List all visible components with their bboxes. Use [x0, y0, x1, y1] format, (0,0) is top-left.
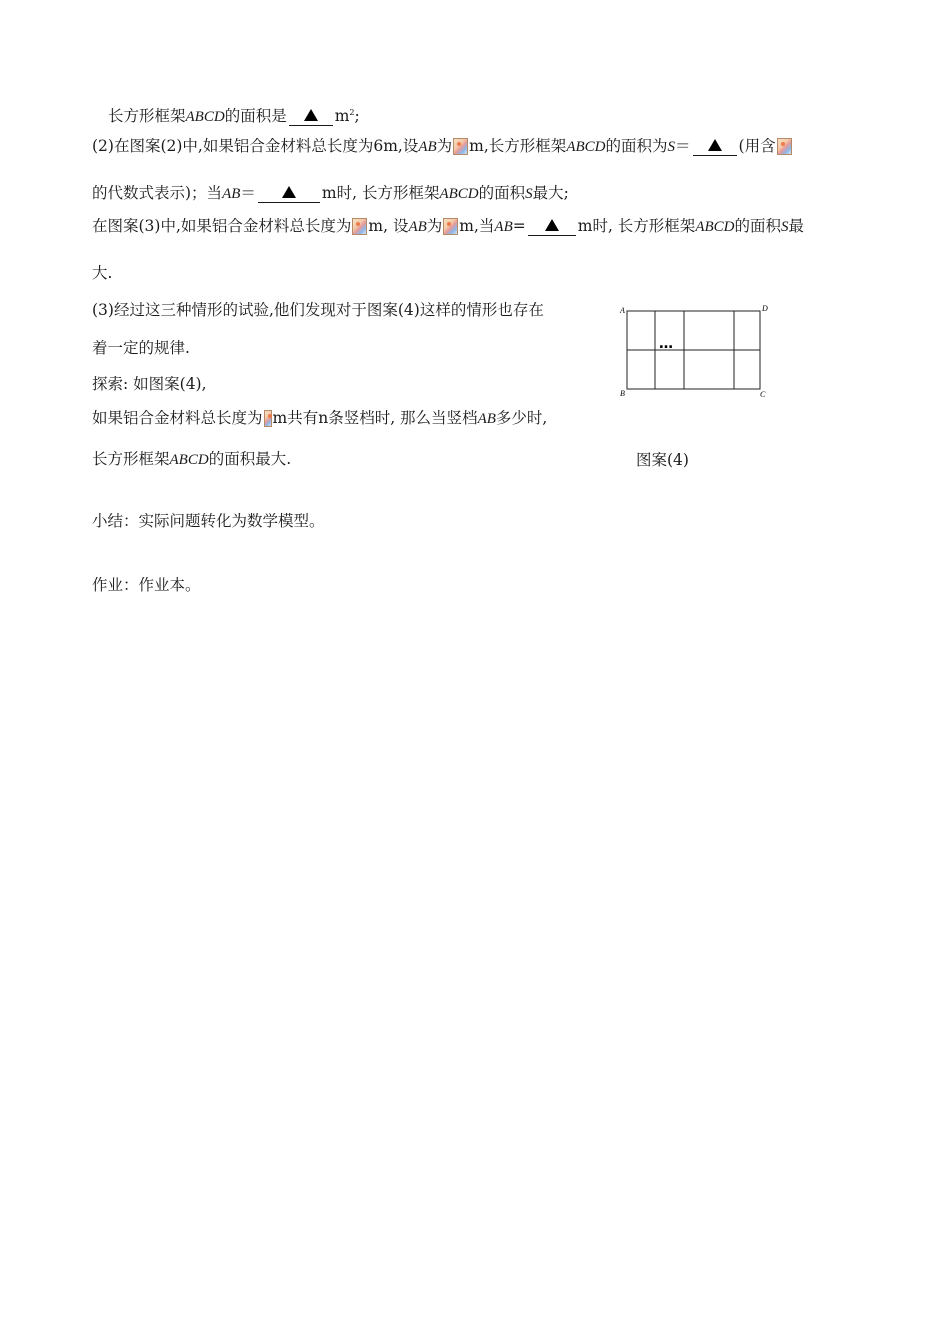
formula-image-icon [453, 138, 468, 155]
text: 的代数式表示)；当 [92, 184, 223, 202]
var-abcd: ABCD [185, 109, 225, 126]
text: 在图案(3)中,如果铝合金材料总长度为 [92, 217, 352, 235]
var-ab: AB [477, 411, 496, 427]
answer-blank [258, 184, 320, 203]
line-explore [92, 373, 207, 395]
line-part3-intro [92, 299, 544, 321]
formula-image-icon [264, 410, 272, 427]
figure-caption: 图案(4) [636, 451, 689, 469]
text: 最大; [532, 184, 569, 202]
homework-line [92, 574, 201, 596]
var-ab: AB [222, 186, 241, 202]
superscript: 2 [349, 108, 355, 117]
triangle-icon [545, 219, 559, 231]
text: 的面积 [478, 184, 526, 202]
line-question-cont [92, 448, 291, 471]
text: m时, 长方形框架 [577, 217, 696, 235]
text: 的面积是 [224, 107, 287, 126]
vertex-label-b: B [620, 389, 625, 398]
text: (2)在图案(2)中,如果铝合金材料总长度为6m,设 [92, 137, 419, 155]
text: = [512, 217, 526, 235]
var-abcd: ABCD [566, 139, 606, 155]
var-s: S [667, 139, 675, 155]
text: 探索: 如图案(4), [92, 375, 207, 393]
answer-blank [528, 217, 576, 236]
ellipsis-label: … [659, 336, 673, 352]
text: 着一定的规律. [92, 339, 190, 357]
formula-image-icon [443, 218, 458, 235]
line-part3 [92, 215, 804, 238]
unit: m [334, 107, 350, 126]
figure-4-frame [618, 300, 778, 400]
text: 为 [426, 217, 443, 235]
var-s: S [525, 186, 533, 202]
text: ＝ [675, 137, 691, 155]
answer-blank [289, 107, 333, 126]
text: 长方形框架 [108, 107, 186, 126]
text: ＝ [240, 184, 256, 202]
line-text [92, 262, 112, 284]
text: 最 [788, 217, 805, 235]
formula-image-icon [352, 218, 367, 235]
text: 作业：作业本。 [92, 576, 201, 594]
text: m共有n条竖档时, 那么当竖档 [272, 409, 478, 427]
triangle-icon [282, 186, 296, 198]
text: (3)经过这三种情形的试验,他们发现对于图案(4)这样的情形也存在 [92, 301, 544, 319]
line-area-answer [108, 102, 360, 128]
line-part2-cont [92, 182, 569, 205]
summary-line [92, 510, 325, 532]
var-abcd: ABCD [169, 452, 209, 468]
var-ab: AB [418, 139, 437, 155]
text: 长方形框架 [92, 450, 170, 468]
vertex-label-a: A [620, 306, 625, 315]
text: 如果铝合金材料总长度为 [92, 409, 263, 427]
text: 的面积 [734, 217, 781, 235]
line-question [92, 407, 547, 430]
text: m,当 [459, 217, 495, 235]
var-abcd: ABCD [695, 219, 735, 235]
var-abcd: ABCD [439, 186, 479, 202]
text: 为 [436, 137, 453, 155]
text: 的面积为 [605, 137, 668, 155]
triangle-icon [708, 139, 722, 151]
var-ab: AB [494, 219, 513, 235]
text: ; [354, 107, 360, 126]
formula-image-icon [777, 138, 792, 155]
text: m, 设 [368, 217, 409, 235]
text: (用含 [738, 137, 776, 155]
line-part2 [92, 135, 793, 158]
text: 的面积最大. [208, 450, 292, 468]
triangle-icon [304, 109, 318, 121]
answer-blank [693, 137, 737, 156]
text: 大. [92, 264, 113, 282]
var-ab: AB [408, 219, 427, 235]
text: m时, 长方形框架 [321, 184, 440, 202]
var-s: S [781, 219, 789, 235]
text: 多少时, [495, 409, 548, 427]
vertex-label-c: C [760, 390, 766, 399]
vertex-label-d: D [762, 304, 768, 313]
line-text [92, 337, 190, 359]
text: 小结：实际问题转化为数学模型。 [92, 512, 325, 530]
text: m,长方形框架 [469, 137, 567, 155]
